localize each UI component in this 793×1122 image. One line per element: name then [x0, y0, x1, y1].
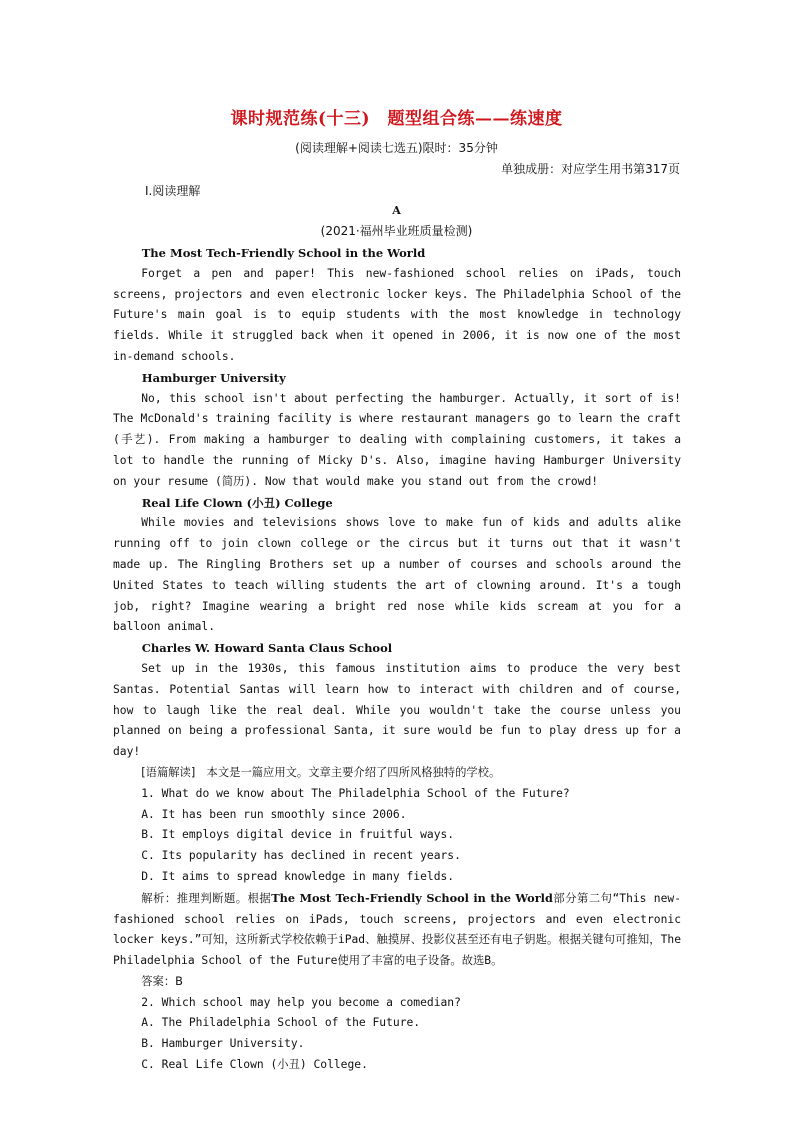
- passage-label: A: [392, 204, 401, 217]
- page-title: 课时规范练(十三) 题型组合练——练速度: [230, 109, 563, 129]
- question-2-option-b: B. Hamburger University.: [141, 1037, 305, 1051]
- explanation-bold-reference: The Most Tech-Friendly School in the World: [271, 890, 553, 905]
- question-1-option-a: A. It has been run smoothly since 2006.: [141, 807, 407, 821]
- question-1-option-d: D. It aims to spread knowledge in many fields.: [141, 869, 455, 883]
- school-heading-4: Charles W. Howard Santa Claus School: [141, 641, 393, 656]
- question-1-stem: 1. What do we know about The Philadelphia School of the Future?: [141, 786, 570, 800]
- passage-source: (2021·福州毕业班质量检测): [320, 224, 473, 238]
- passage-body: [113, 243, 681, 1076]
- section-heading: Ⅰ.阅读理解: [145, 184, 201, 198]
- question-2-option-a: A. The Philadelphia School of the Future.: [141, 1016, 421, 1030]
- explanation-prefix: 解析：推理判断题。根据: [141, 891, 272, 905]
- question-2-stem: 2. Which school may help you become a comedian?: [141, 995, 461, 1009]
- school-paragraph-3: While movies and televisions shows love to make fun of kids and adults alike running off to join clown college or the circus but it turns out that it wasn't made up. The Ringling Brothers set up a number of courses and schools around the United States to teach willing students the art of clowning around. It's a tough job, right? Imagine wearing a bright red nose while kids scream at you for a balloon animal.: [113, 516, 681, 634]
- passage-summary: [语篇解读] 本文是一篇应用文。文章主要介绍了四所风格独特的学校。: [141, 765, 501, 779]
- question-1-answer: 答案：B: [141, 974, 183, 988]
- question-1-explanation: [113, 888, 681, 972]
- school-heading-2: Hamburger University: [141, 370, 286, 385]
- time-limit-subtitle: (阅读理解+阅读七选五)限时：35分钟: [295, 141, 498, 155]
- school-paragraph-4: Set up in the 1930s, this famous institution aims to produce the very best Santas. Potential Santas will learn how to interact with children and of course, how to laugh like the real deal. While you wouldn't take the course unless you planned on being a professional Santa, it sure would be fun to play dress up for a day!: [113, 661, 681, 759]
- school-paragraph-1: Forget a pen and paper! This new-fashioned school relies on iPads, touch screens, projectors and even electronic locker keys. The Philadelphia School of the Future's main goal is to equip students with the most knowledge in technology fields. While it struggled back when it opened in 2006, it is now one of the most in-demand schools.: [113, 266, 681, 363]
- explanation-text: 部分第二句“This new-fashioned school relies on iPads, touch screens, projectors and even electronic locker keys.”可知，这所新式学校依赖于iPad、触摸屏、投影仪甚至还有电子钥匙。根据关键句可推知，The Philadelphia School of the Future使用了丰富的电子设备。故选B。: [113, 891, 681, 968]
- question-1-option-c: C. Its popularity has declined in recent years.: [141, 849, 461, 863]
- question-2-option-c: C. Real Life Clown (小丑) College.: [141, 1058, 368, 1072]
- school-heading-3: Real Life Clown (小丑) College: [141, 495, 333, 510]
- textbook-reference-note: 单独成册：对应学生用书第317页: [501, 162, 680, 176]
- question-1-option-b: B. It employs digital device in fruitful ways.: [141, 828, 455, 842]
- school-heading-1: The Most Tech-Friendly School in the World: [141, 246, 426, 260]
- school-paragraph-2: No, this school isn't about perfecting the hamburger. Actually, it sort of is! The McDonald's training facility is where restaurant managers go to learn the craft (手艺). From making a hamburger to dealing with complaining customers, it takes a lot to handle the running of Micky D's. Also, imagine having Hamburger University on your resume (简历). Now that would make you stand out from the crowd!: [113, 391, 681, 488]
